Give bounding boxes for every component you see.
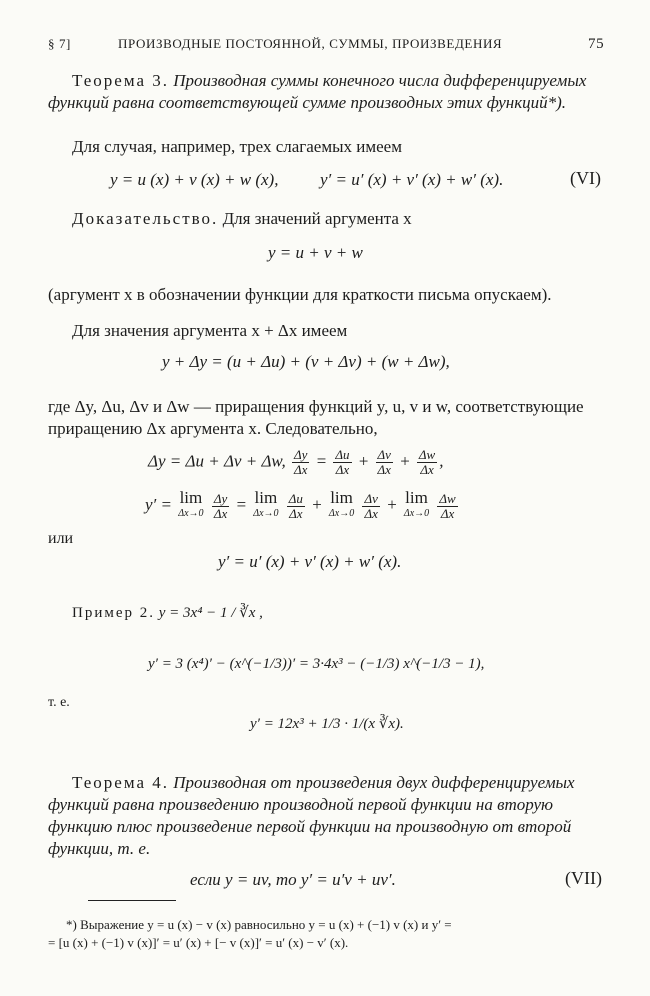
- running-title: ПРОИЗВОДНЫЕ ПОСТОЯННОЙ, СУММЫ, ПРОИЗВЕДЕНИЯ: [118, 36, 503, 51]
- equation-limit: y′ = lim Δx→0 $\frac{\Delta y}{\Delta x}$ = lim Δx→0 $\frac{\Delta u}{\Delta x}$ + lim Δx→0 $\frac{\Delta v}{\Delta x}$ + lim Δx→0 $\frac{\Delta w}{\Delta x}$: [145, 488, 456, 521]
- theorem-4: [48, 772, 608, 860]
- section-marker: § 7]: [48, 36, 71, 51]
- equation-increment: y + Δy = (u + Δu) + (v + Δv) + (w + Δw),: [162, 352, 450, 371]
- equation-vi-left: y = u (x) + v (x) + w (x),: [110, 170, 279, 189]
- example-2-formula: y = 3x⁴ − 1 / ∛x ,: [158, 605, 263, 621]
- equation-vii: если y = uv, то y′ = u′v + uv′.: [190, 870, 396, 889]
- page-number: 75: [588, 36, 605, 52]
- paragraph-increments: где Δy, Δu, Δv и Δw — приращения функций y, u, v и w, соответствующие приращению Δx аргумента x. Следовательно,: [48, 397, 584, 438]
- theorem-3: [48, 70, 608, 114]
- word-that-is: т. е.: [48, 695, 70, 710]
- equation-vi-right: y′ = u′ (x) + v′ (x) + w′ (x).: [320, 170, 504, 189]
- proof-label: Доказательство.: [72, 209, 219, 228]
- theorem-4-text: Производная от произведения двух дифференцируемых функций равна произведению производной первой функции на вторую функцию плюс произведение первой функции на производную от второй функции, т. е.: [48, 773, 575, 858]
- equation-delta: Δy = Δu + Δv + Δw, $\frac{\Delta y}{\Delta x}$ = $\frac{\Delta u}{\Delta x}$ + $\frac{\Delta v}{\Delta x}$ + $\frac{\Delta w}{\Delta x}$ ,: [148, 447, 444, 477]
- footnote-line-1: *) Выражение y = u (x) − v (x) равносильно y = u (x) + (−1) v (x) и y′ =: [66, 917, 452, 932]
- equation-number-vi: (VI): [570, 168, 601, 188]
- example-2: [48, 602, 608, 624]
- equation-sum: y = u + v + w: [268, 243, 363, 262]
- equation-final-sum: y′ = u′ (x) + v′ (x) + w′ (x).: [218, 552, 402, 571]
- example-2-label: Пример 2.: [72, 605, 156, 621]
- theorem-3-text: Производная суммы конечного числа дифференцируемых функций равна соответствующей сумме производных этих функций*).: [48, 71, 587, 112]
- limit-lhs: y′ =: [145, 494, 172, 514]
- theorem-4-label: Теорема 4.: [72, 773, 170, 792]
- footnote-line-2: = [u (x) + (−1) v (x)]′ = u′ (x) + [− v (x)]′ = u′ (x) − v′ (x).: [48, 935, 349, 950]
- paragraph-increment: Для значения аргумента x + Δx имеем: [72, 321, 348, 340]
- theorem-3-label: Теорема 3.: [72, 71, 170, 90]
- footnote: [48, 916, 618, 952]
- equation-example-result: y′ = 12x³ + 1/3 · 1/(x ∛x).: [250, 716, 404, 732]
- proof-paragraph: [48, 208, 608, 230]
- footnote-rule: [88, 900, 176, 901]
- paragraph-three-terms: Для случая, например, трех слагаемых имеем: [72, 137, 402, 156]
- equation-number-vii: (VII): [565, 868, 602, 888]
- paragraph-argument: (аргумент x в обозначении функции для краткости письма опускаем).: [48, 285, 552, 304]
- proof-text: Для значений аргумента x: [222, 209, 412, 228]
- equation-delta-sum: Δy = Δu + Δv + Δw,: [148, 451, 286, 471]
- word-or: или: [48, 530, 74, 547]
- equation-example-derivative: y′ = 3 (x⁴)′ − (x^(−1/3))′ = 3·4x³ − (−1/3) x^(−1/3 − 1),: [148, 656, 485, 672]
